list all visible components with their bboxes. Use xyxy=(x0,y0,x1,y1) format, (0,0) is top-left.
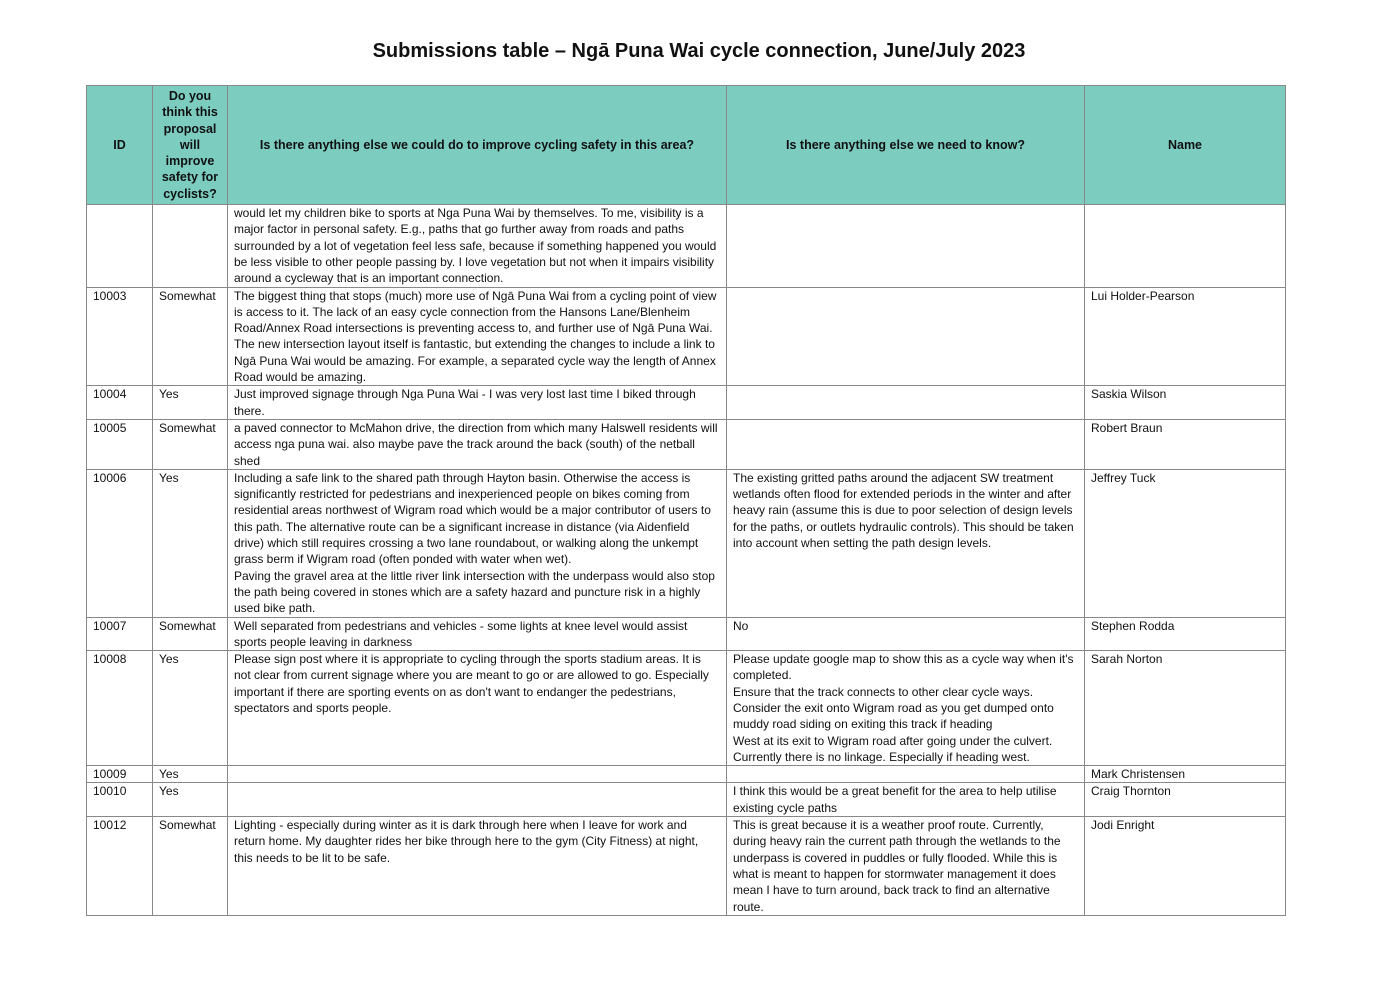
cell-other: The existing gritted paths around the adjacent SW treatment wetlands often flood for extended periods in the winter and after heavy rain (assume this is due to poor selection of design levels for the paths, or outlets hydraulic controls). This should be taken into account when setting the path design levels. xyxy=(727,469,1085,617)
cell-safety: Yes xyxy=(153,766,228,783)
cell-name: Lui Holder-Pearson xyxy=(1085,287,1286,386)
cell-improve xyxy=(228,766,727,783)
cell-improve xyxy=(228,783,727,817)
cell-safety: Somewhat xyxy=(153,617,228,651)
cell-id: 10006 xyxy=(87,469,153,617)
cell-safety: Somewhat xyxy=(153,287,228,386)
submissions-table xyxy=(86,85,1286,916)
cell-name: Robert Braun xyxy=(1085,419,1286,469)
cell-improve: Well separated from pedestrians and vehicles - some lights at knee level would assist sports people leaving in darkness xyxy=(228,617,727,651)
table-row xyxy=(87,651,1286,766)
cell-id: 10008 xyxy=(87,651,153,766)
cell-id: 10007 xyxy=(87,617,153,651)
table-header-row xyxy=(87,86,1286,205)
header-improve: Is there anything else we could do to improve cycling safety in this area? xyxy=(228,86,727,205)
cell-other xyxy=(727,386,1085,420)
cell-name: Jeffrey Tuck xyxy=(1085,469,1286,617)
cell-safety xyxy=(153,205,228,287)
cell-name: Sarah Norton xyxy=(1085,651,1286,766)
cell-improve: The biggest thing that stops (much) more use of Ngā Puna Wai from a cycling point of view is access to it. The lack of an easy cycle connection from the Hansons Lane/Blenheim Road/Annex Road intersections is preventing access to, and further use of Ngā Puna Wai. The new intersection layout itself is fantastic, but extending the changes to include a link to Ngā Puna Wai would be amazing. For example, a separated cycle way the length of Annex Road would be amazing. xyxy=(228,287,727,386)
cell-name: Jodi Enright xyxy=(1085,817,1286,916)
cell-other xyxy=(727,419,1085,469)
table-row xyxy=(87,419,1286,469)
cell-name: Saskia Wilson xyxy=(1085,386,1286,420)
cell-name: Mark Christensen xyxy=(1085,766,1286,783)
table-row xyxy=(87,783,1286,817)
table-row xyxy=(87,817,1286,916)
cell-name: Stephen Rodda xyxy=(1085,617,1286,651)
table-row xyxy=(87,469,1286,617)
cell-improve: Please sign post where it is appropriate to cycling through the sports stadium areas. It is not clear from current signage where you are meant to go or are allowed to go. Especially important if there are sporting events on as don't want to endanger the pedestrians, spectators and sports people. xyxy=(228,651,727,766)
table-row xyxy=(87,287,1286,386)
cell-other xyxy=(727,766,1085,783)
table-row xyxy=(87,205,1286,287)
cell-id: 10010 xyxy=(87,783,153,817)
cell-safety: Yes xyxy=(153,783,228,817)
cell-name: Craig Thornton xyxy=(1085,783,1286,817)
cell-id: 10003 xyxy=(87,287,153,386)
table-row xyxy=(87,617,1286,651)
cell-improve: a paved connector to McMahon drive, the direction from which many Halswell residents will access nga puna wai. also maybe pave the track around the back (south) of the netball shed xyxy=(228,419,727,469)
cell-improve: Including a safe link to the shared path through Hayton basin. Otherwise the access is significantly restricted for pedestrians and inexperienced people on bikes coming from residential areas northwest of Wigram road which would be a major contributor of users to this path. The alternative route can be a significant increase in distance (via Aidenfield drive) which still requires crossing a two lane roundabout, or walking along the unkempt grass berm if Wigram road (often ponded with water when wet). Paving the gravel area at the little river link intersection with the underpass would also stop the path being covered in stones which are a safety hazard and puncture risk in a highly used bike path. xyxy=(228,469,727,617)
cell-other xyxy=(727,205,1085,287)
cell-name xyxy=(1085,205,1286,287)
table-row xyxy=(87,766,1286,783)
cell-other: This is great because it is a weather proof route. Currently, during heavy rain the current path through the wetlands to the underpass is covered in puddles or fully flooded. While this is what is meant to happen for stormwater management it does mean I have to turn around, back track to find an alternative route. xyxy=(727,817,1085,916)
cell-safety: Yes xyxy=(153,386,228,420)
header-name: Name xyxy=(1085,86,1286,205)
cell-id: 10004 xyxy=(87,386,153,420)
cell-safety: Somewhat xyxy=(153,817,228,916)
table-row xyxy=(87,386,1286,420)
page-title: Submissions table – Ngā Puna Wai cycle connection, June/July 2023 xyxy=(372,40,1026,62)
header-safety: Do you think this proposal will improve safety for cyclists? xyxy=(153,86,228,205)
cell-improve: would let my children bike to sports at Nga Puna Wai by themselves. To me, visibility is a major factor in personal safety. E.g., paths that go further away from roads and paths surrounded by a lot of vegetation feel less safe, because if something happened you would be less visible to other people passing by. I love vegetation but not when it impairs visibility around a cycleway that is an important connection. xyxy=(228,205,727,287)
cell-safety: Yes xyxy=(153,469,228,617)
cell-id: 10012 xyxy=(87,817,153,916)
cell-id xyxy=(87,205,153,287)
cell-other: Please update google map to show this as a cycle way when it's completed. Ensure that the track connects to other clear cycle ways. Consider the exit onto Wigram road as you get dumped onto muddy road siding on exiting this track if heading West at its exit to Wigram road after going under the culvert. Currently there is no linkage. Especially if heading west. xyxy=(727,651,1085,766)
cell-improve: Just improved signage through Nga Puna Wai - I was very lost last time I biked through there. xyxy=(228,386,727,420)
cell-safety: Yes xyxy=(153,651,228,766)
header-id: ID xyxy=(87,86,153,205)
cell-safety: Somewhat xyxy=(153,419,228,469)
cell-improve: Lighting - especially during winter as it is dark through here when I leave for work and return home. My daughter rides her bike through here to the gym (City Fitness) at night, this needs to be lit to be safe. xyxy=(228,817,727,916)
cell-other: I think this would be a great benefit for the area to help utilise existing cycle paths xyxy=(727,783,1085,817)
cell-id: 10005 xyxy=(87,419,153,469)
cell-other: No xyxy=(727,617,1085,651)
cell-other xyxy=(727,287,1085,386)
header-other: Is there anything else we need to know? xyxy=(727,86,1085,205)
cell-id: 10009 xyxy=(87,766,153,783)
